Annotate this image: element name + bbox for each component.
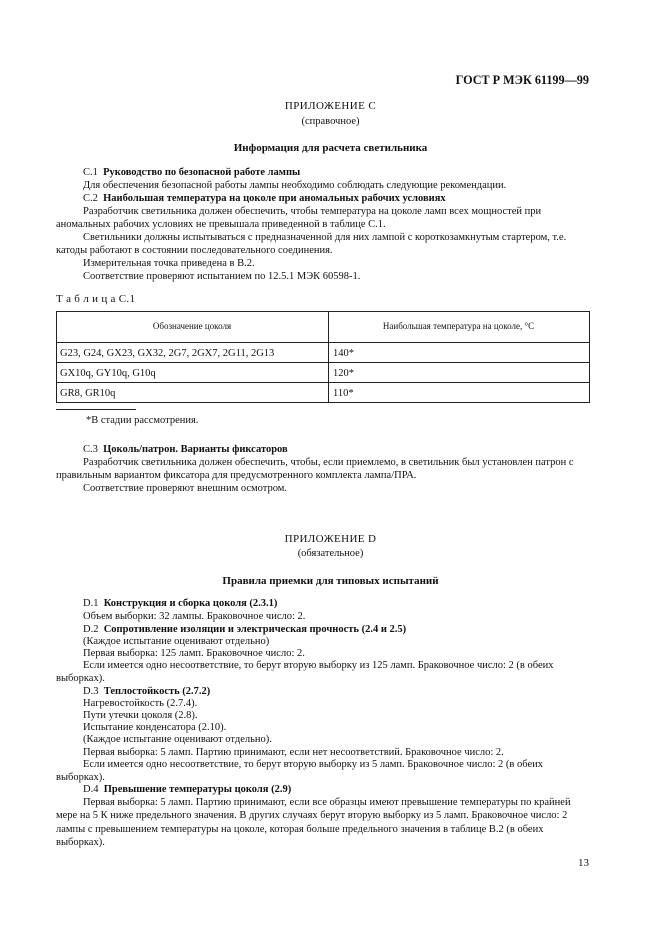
table-footnote: *В стадии рассмотрения. xyxy=(86,415,199,426)
paragraph: Соответствие проверяют испытанием по 12.5.1 МЭК 60598-1. xyxy=(83,271,361,282)
section-d1-heading xyxy=(56,597,590,610)
paragraph: Светильники должны испытываться с предназначенной для них лампой с короткозамкнутым стартером, т.е. катоды работают в состоянии последовательного соединения. xyxy=(56,232,567,257)
section-number: С.1 xyxy=(83,167,98,178)
table-cell: GX10q, GY10q, G10q xyxy=(60,368,156,379)
table-cell: 110* xyxy=(333,388,354,399)
paragraph: Испытание конденсатора (2.10). xyxy=(83,722,227,733)
table-cell: 120* xyxy=(333,368,354,379)
table-cell: GR8, GR10q xyxy=(60,388,116,399)
table-c1 xyxy=(56,311,590,430)
appendix-c-heading: Информация для расчета светильника xyxy=(233,142,428,154)
paragraph: Измерительная точка приведена в В.2. xyxy=(83,258,255,269)
paragraph: (Каждое испытание оценивают отдельно) xyxy=(83,636,270,647)
section-title: Руководство по безопасной работе лампы xyxy=(103,167,301,178)
paragraph: Если имеется одно несоответствие, то берут вторую выборку из 125 ламп. Браковочное число: 2 (в обеих выборках). xyxy=(56,660,554,685)
appendix-c-title: ПРИЛОЖЕНИЕ С xyxy=(284,100,377,112)
section-number: С.2 xyxy=(83,193,98,204)
paragraph: Первая выборка: 5 ламп. Партию принимают, если все образцы имеют превышение температуры по крайней мере на 5 К ниже предельного значения. В других случаях берут вторую выборку из 5 ламп. Браковочное число: 2 лампы с превышением температуры на цоколе, которая больше предельного значения в таблице В.2 (в обеих выборках). xyxy=(56,797,571,848)
paragraph: Соответствие проверяют внешним осмотром. xyxy=(83,483,288,494)
paragraph: Пути утечки цоколя (2.8). xyxy=(83,710,198,721)
paragraph: (Каждое испытание оценивают отдельно). xyxy=(83,734,272,745)
section-c1-heading xyxy=(56,166,590,179)
paragraph: Для обеспечения безопасной работы лампы необходимо соблюдать следующие рекомендации. xyxy=(83,180,507,191)
appendix-d-title: ПРИЛОЖЕНИЕ D xyxy=(284,533,377,545)
section-title: Наибольшая температура на цоколе при аномальных рабочих условиях xyxy=(103,193,446,204)
page-number: 13 xyxy=(578,857,589,869)
paragraph: Первая выборка: 5 ламп. Партию принимают, если нет несоответствий. Браковочное число: 2. xyxy=(83,747,504,758)
section-d4-heading xyxy=(56,783,590,796)
table-header-cell: Наибольшая температура на цоколе, °С xyxy=(382,321,535,331)
section-number: D.2 xyxy=(83,624,99,635)
section-title: Цоколь/патрон. Варианты фиксаторов xyxy=(103,444,288,455)
paragraph: Если имеется одно несоответствие, то берут вторую выборку из 5 ламп. Браковочное число: 2 (в обеих выборках). xyxy=(56,759,543,784)
paragraph: Разработчик светильника должен обеспечить, чтобы, если приемлемо, в светильник был установлен патрон с правильным вариантом фиксатора для предусмотренного комплекта лампа/ПРА. xyxy=(56,457,574,482)
section-c2-heading xyxy=(56,192,590,205)
paragraph: Нагревостойкость (2.7.4). xyxy=(83,698,198,709)
appendix-c-subtitle: (справочное) xyxy=(301,116,360,127)
appendix-d-subtitle: (обязательное) xyxy=(297,548,364,559)
section-number: С.3 xyxy=(83,444,98,455)
section-number: D.1 xyxy=(83,598,99,609)
section-c3-heading xyxy=(56,443,590,456)
paragraph: Разработчик светильника должен обеспечить, чтобы температура на цоколе ламп всех мощностей при аномальных рабочих условиях не превышала приведенной в таблице С.1. xyxy=(56,206,542,231)
appendix-d-heading: Правила приемки для типовых испытаний xyxy=(222,575,439,587)
section-title: Теплостойкость (2.7.2) xyxy=(103,686,211,697)
section-title: Конструкция и сборка цоколя (2.3.1) xyxy=(103,598,278,609)
footnote-rule xyxy=(56,409,136,410)
document-standard-header: ГОСТ Р МЭК 61199—99 xyxy=(455,73,589,87)
table-cell: 140* xyxy=(333,348,354,359)
table-cell: G23, G24, GX23, GX32, 2G7, 2GX7, 2G11, 2G13 xyxy=(60,348,275,359)
section-number: D.4 xyxy=(83,784,99,795)
table-caption: Т а б л и ц а С.1 xyxy=(56,293,136,305)
section-number: D.3 xyxy=(83,686,99,697)
table-header-cell: Обозначение цоколя xyxy=(152,321,232,331)
paragraph: Объем выборки: 32 лампы. Браковочное число: 2. xyxy=(83,611,306,622)
section-title: Превышение температуры цоколя (2.9) xyxy=(103,784,292,795)
paragraph: Первая выборка: 125 ламп. Браковочное число: 2. xyxy=(83,648,305,659)
section-title: Сопротивление изоляции и электрическая прочность (2.4 и 2.5) xyxy=(103,624,407,635)
